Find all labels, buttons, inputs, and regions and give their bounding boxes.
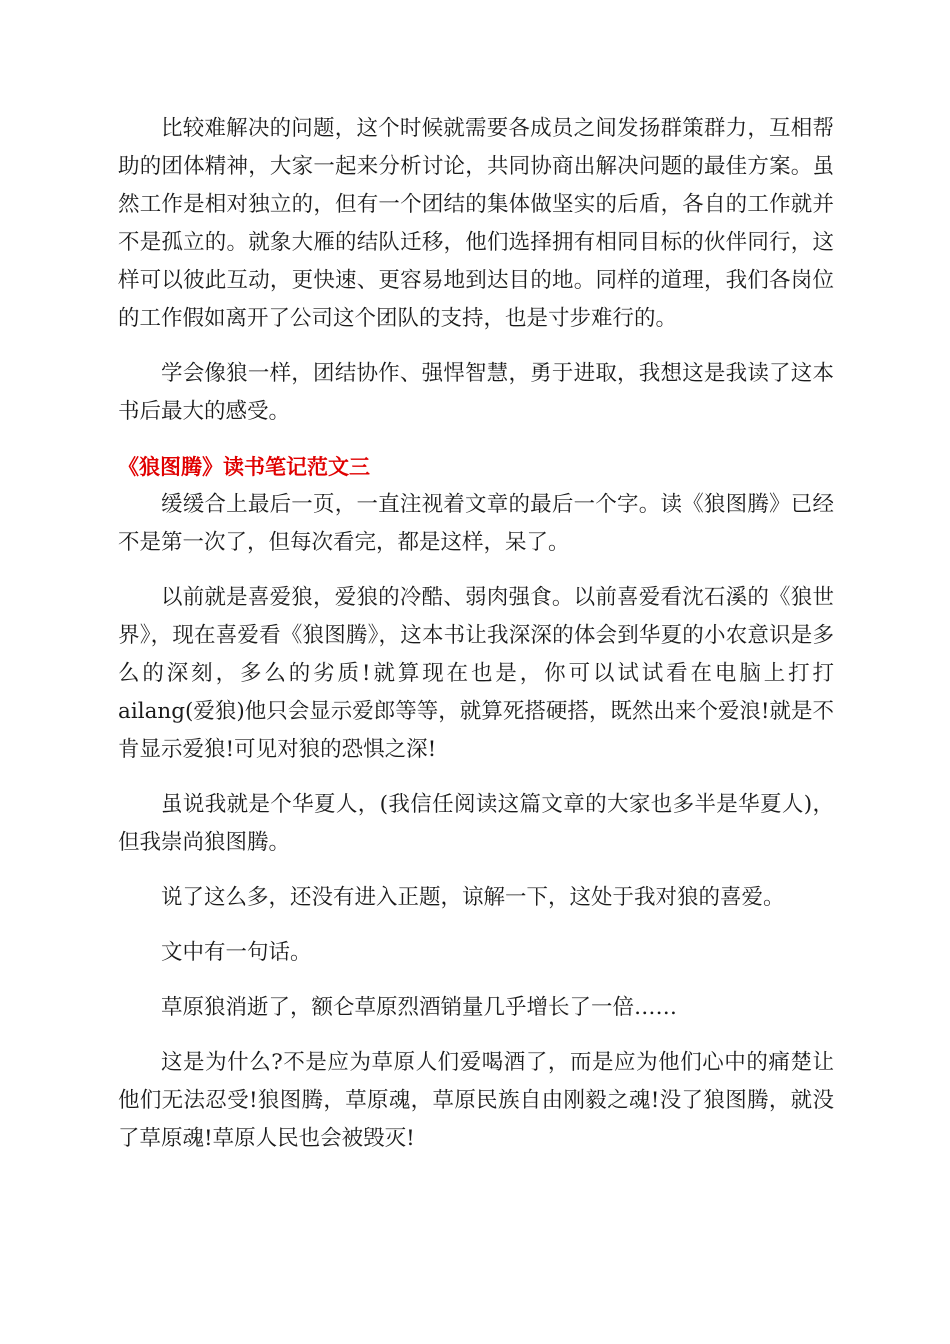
paragraph: 文中有一句话。 bbox=[161, 940, 312, 965]
section-heading: 《狼图腾》读书笔记范文三 bbox=[118, 455, 370, 479]
paragraph: 学会像狼一样，团结协作、强悍智慧，勇于进取，我想这是我读了这本书后最大的感受。 bbox=[118, 361, 834, 424]
paragraph: 说了这么多，还没有进入正题，谅解一下，这处于我对狼的喜爱。 bbox=[161, 885, 785, 910]
paragraph: 以前就是喜爱狼，爱狼的冷酷、弱肉强食。以前喜爱看沈石溪的《狼世界》，现在喜爱看《狼图腾》，这本书让我深深的体会到华夏的小农意识是多么的深刻，多么的劣质!就算现在也是，你可以试试看在电脑上打打ailang(爱狼)他只会显示爱郎等等，就算死搭硬搭，既然出来个爱浪!就是不肯显示爱狼!可见对狼的恐惧之深! bbox=[118, 585, 834, 762]
document-page bbox=[118, 110, 834, 1175]
paragraph: 缓缓合上最后一页，一直注视着文章的最后一个字。读《狼图腾》已经不是第一次了，但每次看完，都是这样，呆了。 bbox=[118, 492, 834, 555]
paragraph: 草原狼消逝了，额仑草原烈酒销量几乎增长了一倍…… bbox=[161, 995, 678, 1020]
paragraph: 比较难解决的问题，这个时候就需要各成员之间发扬群策群力，互相帮助的团体精神，大家一起来分析讨论，共同协商出解决问题的最佳方案。虽然工作是相对独立的，但有一个团结的集体做坚实的后盾，各自的工作就并不是孤立的。就象大雁的结队迁移，他们选择拥有相同目标的伙伴同行，这样可以彼此互动，更快速、更容易地到达目的地。同样的道理，我们各岗位的工作假如离开了公司这个团队的支持，也是寸步难行的。 bbox=[118, 116, 834, 331]
paragraph: 虽说我就是个华夏人，(我信任阅读这篇文章的大家也多半是华夏人)，但我崇尚狼图腾。 bbox=[118, 792, 834, 855]
paragraph: 这是为什么?不是应为草原人们爱喝酒了，而是应为他们心中的痛楚让他们无法忍受!狼图腾，草原魂，草原民族自由刚毅之魂!没了狼图腾，就没了草原魂!草原人民也会被毁灭! bbox=[118, 1050, 834, 1151]
